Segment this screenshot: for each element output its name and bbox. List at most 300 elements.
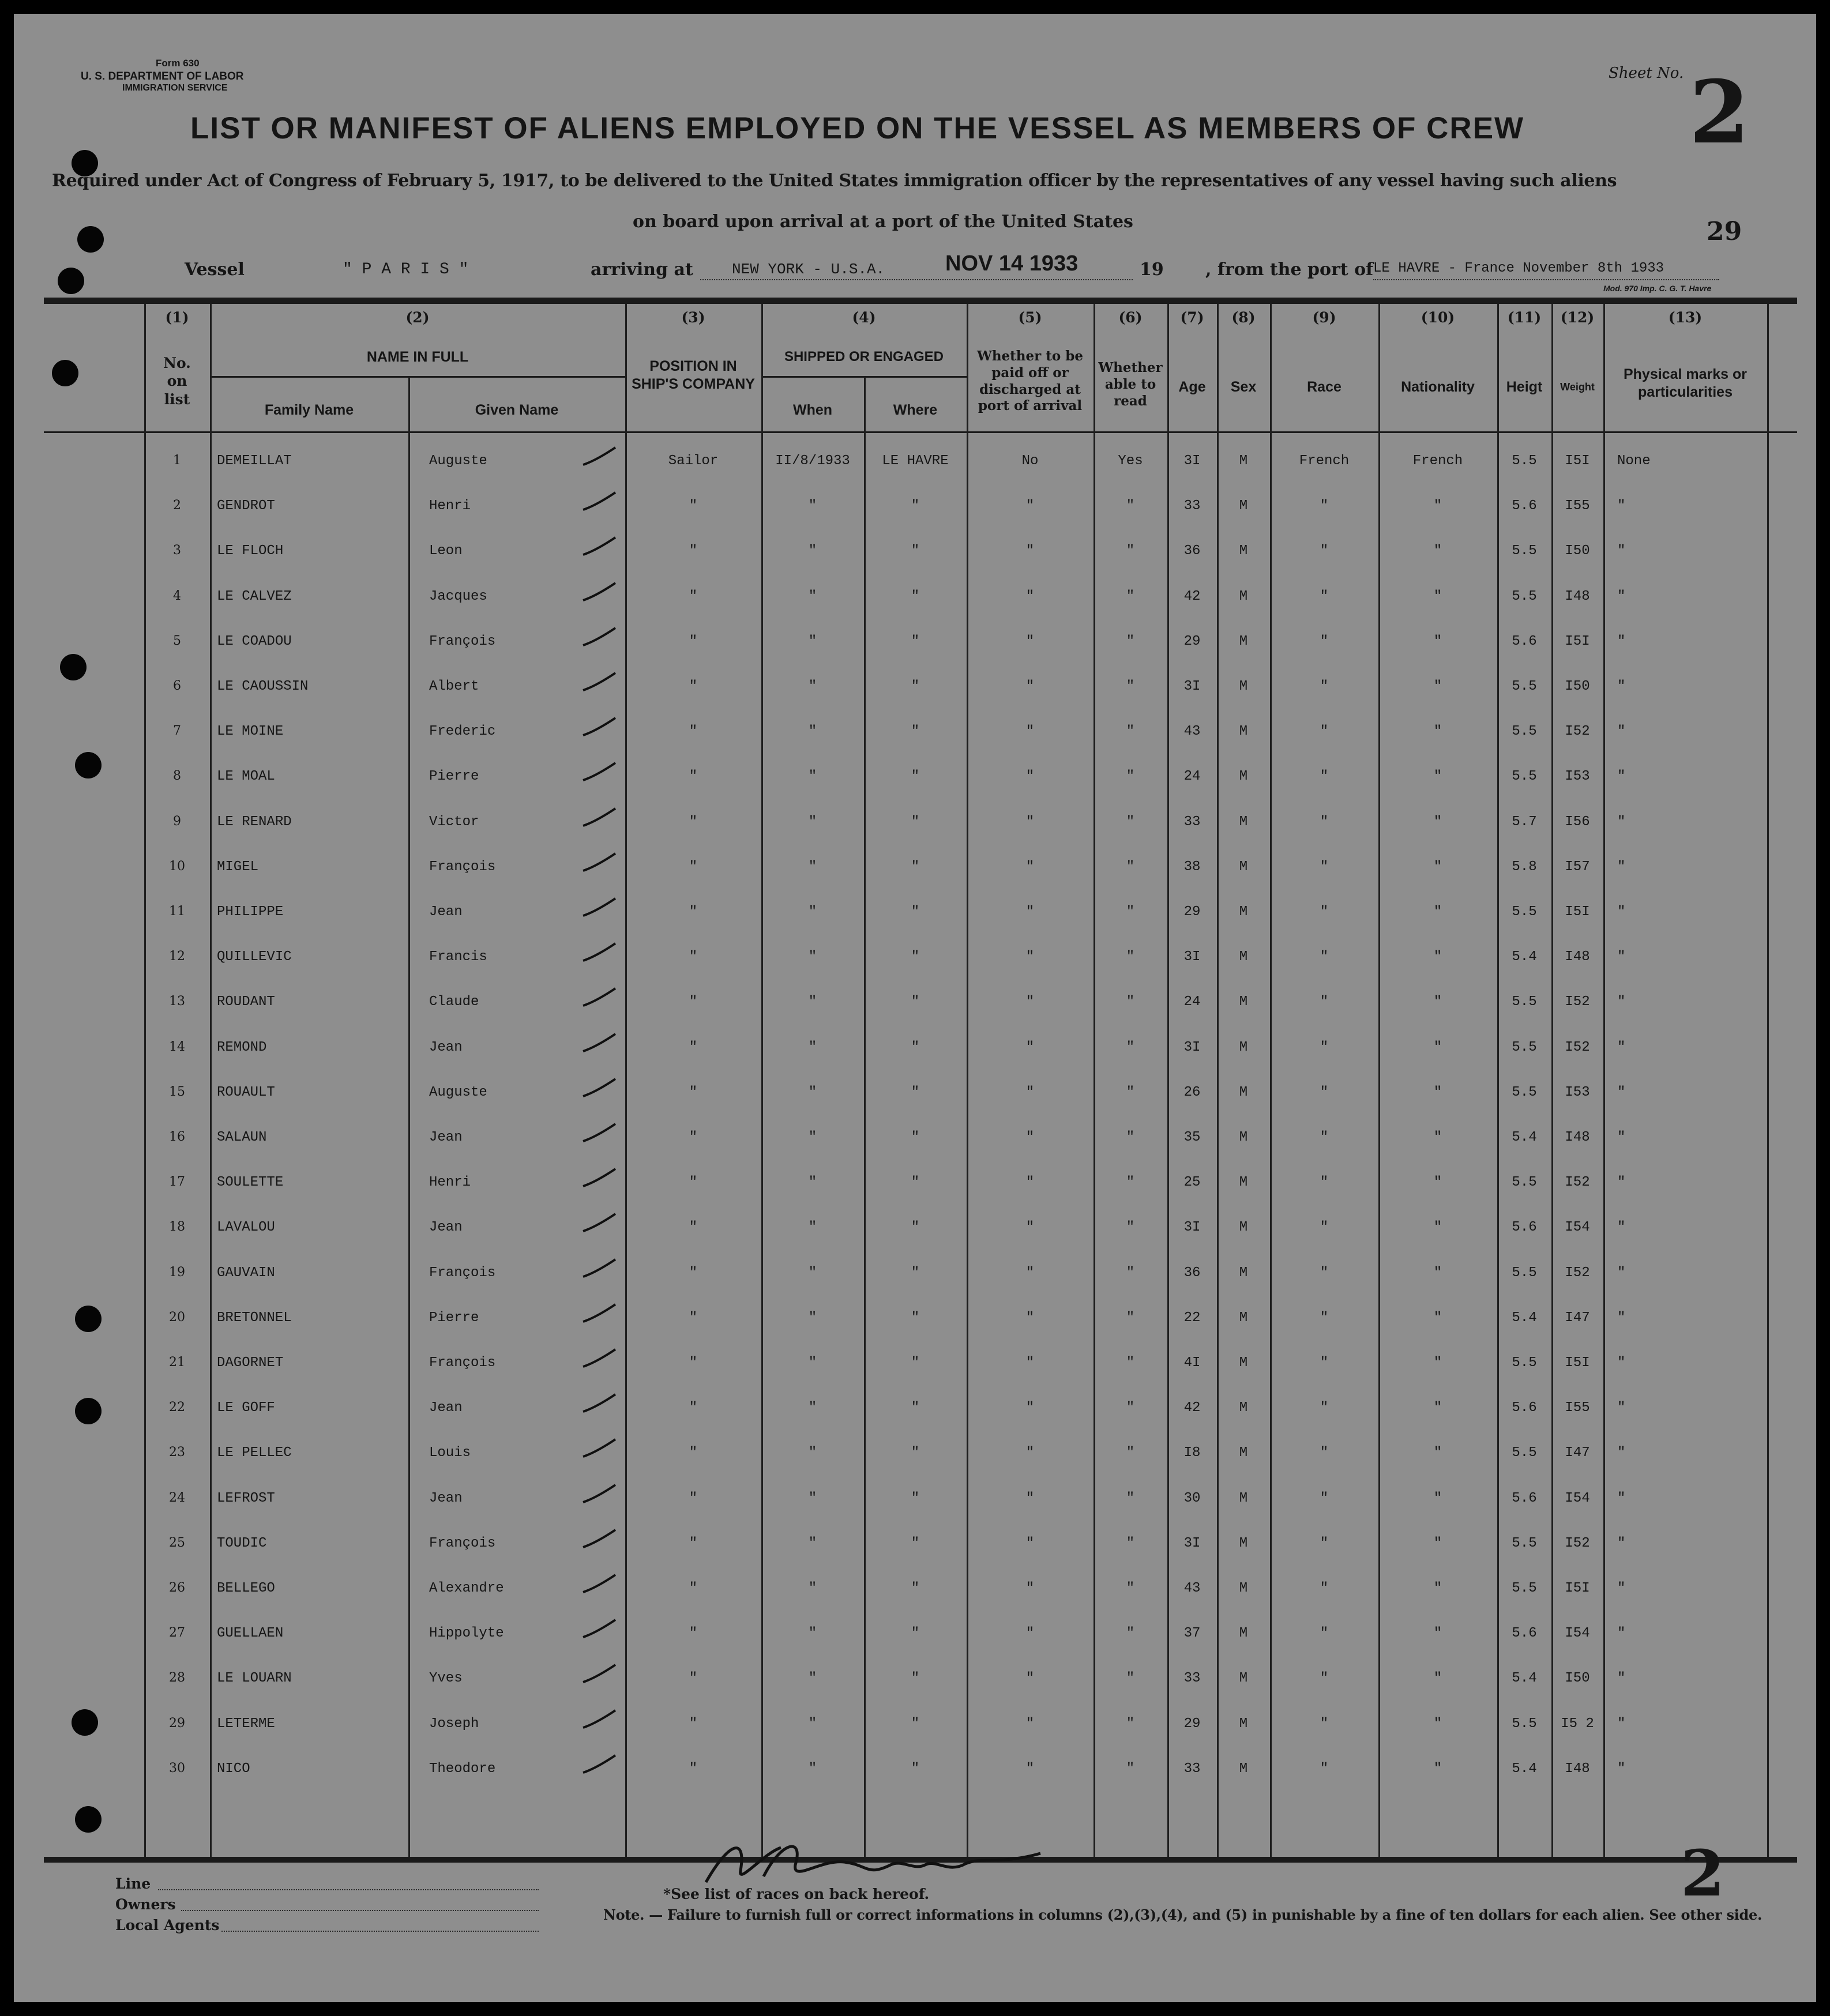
shipped-when-cell: "	[808, 1716, 817, 1732]
sheet-number: 2	[1689, 62, 1750, 163]
given-name-cell: Auguste	[429, 453, 487, 469]
physical-marks-cell: "	[1617, 1310, 1626, 1326]
given-name-cell: Alexandre	[429, 1581, 504, 1596]
position-cell: "	[689, 859, 698, 875]
footer-owners-label: Owners	[115, 1896, 176, 1913]
table-row	[14, 1432, 1816, 1477]
race-cell: "	[1320, 1581, 1329, 1596]
weight-cell: I47	[1565, 1310, 1590, 1326]
height-cell: 5.5	[1512, 1175, 1537, 1191]
nationality-cell: "	[1433, 1039, 1442, 1055]
sex-cell: M	[1239, 633, 1248, 649]
height-cell: 5.6	[1512, 1626, 1537, 1642]
shipped-when-cell: "	[808, 1400, 817, 1416]
header-when: When	[792, 402, 833, 418]
height-cell: 5.5	[1512, 1355, 1537, 1371]
dotted-underline	[700, 279, 1133, 280]
sex-cell: M	[1239, 814, 1248, 830]
name-subheader-rule	[210, 376, 625, 378]
height-cell: 5.5	[1512, 1039, 1537, 1055]
paid-off-cell: "	[1025, 498, 1035, 514]
header-age: Age	[1178, 379, 1206, 395]
height-cell: 5.7	[1512, 814, 1537, 830]
age-cell: 25	[1183, 1175, 1201, 1191]
row-number-cell: 24	[169, 1490, 185, 1505]
shipped-when-cell: "	[808, 1761, 817, 1777]
shipped-where-cell: "	[911, 1581, 920, 1596]
race-cell: "	[1320, 1084, 1329, 1100]
family-name-cell: LE GOFF	[217, 1400, 275, 1416]
check-mark-icon	[582, 1256, 617, 1279]
table-row	[14, 1387, 1816, 1432]
weight-cell: I53	[1565, 1084, 1590, 1100]
table-row	[14, 1253, 1816, 1297]
weight-cell: I50	[1565, 543, 1590, 559]
paid-off-cell: "	[1025, 1671, 1035, 1687]
shipped-where-cell: LE HAVRE	[882, 453, 949, 469]
nationality-cell: "	[1433, 1581, 1442, 1596]
race-cell: "	[1320, 543, 1329, 559]
sex-cell: M	[1239, 679, 1248, 694]
footer-agents-rule	[221, 1931, 539, 1932]
weight-cell: I52	[1565, 994, 1590, 1010]
physical-marks-cell: "	[1617, 769, 1626, 785]
shipped-where-cell: "	[911, 859, 920, 875]
check-mark-icon	[582, 1346, 617, 1369]
physical-marks-cell: None	[1617, 453, 1651, 469]
footer-owners-rule	[181, 1910, 539, 1911]
weight-cell: I50	[1565, 1671, 1590, 1687]
sex-cell: M	[1239, 1175, 1248, 1191]
weight-cell: I52	[1565, 1175, 1590, 1191]
position-cell: "	[689, 1671, 698, 1687]
check-mark-icon	[582, 1120, 617, 1144]
shipped-when-cell: "	[808, 1490, 817, 1506]
physical-marks-cell: "	[1617, 588, 1626, 604]
paid-off-cell: "	[1025, 1039, 1035, 1055]
family-name-cell: ROUAULT	[217, 1084, 275, 1100]
check-mark-icon	[582, 1075, 617, 1099]
nationality-cell: "	[1433, 1265, 1442, 1281]
physical-marks-cell: "	[1617, 1445, 1626, 1461]
year-label: 19	[1140, 259, 1164, 280]
family-name-cell: REMOND	[217, 1039, 267, 1055]
row-number-cell: 25	[169, 1535, 185, 1550]
able-to-read-cell: "	[1126, 588, 1135, 604]
punch-hole	[52, 360, 78, 386]
age-cell: I8	[1183, 1445, 1201, 1461]
physical-marks-cell: "	[1617, 1535, 1626, 1551]
table-row	[14, 1072, 1816, 1117]
height-cell: 5.4	[1512, 1671, 1537, 1687]
given-name-cell: François	[429, 859, 496, 875]
shipped-where-cell: "	[911, 1671, 920, 1687]
sex-cell: M	[1239, 1535, 1248, 1551]
weight-cell: I5I	[1565, 453, 1590, 469]
table-row	[14, 1658, 1816, 1703]
penalty-note: Note. — Failure to furnish full or correct informations in columns (2),(3),(4), and (5) in punishable by a fine of ten dollars for each alien. See other side.	[603, 1906, 1762, 1923]
given-name-cell: Jean	[429, 1130, 463, 1145]
given-name-cell: Albert	[429, 679, 479, 694]
family-name-cell: GENDROT	[217, 498, 275, 514]
shipped-where-cell: "	[911, 1761, 920, 1777]
paid-off-cell: "	[1025, 1716, 1035, 1732]
given-name-cell: Hippolyte	[429, 1626, 504, 1642]
height-cell: 5.5	[1512, 453, 1537, 469]
age-cell: 24	[1183, 994, 1201, 1010]
able-to-read-cell: "	[1126, 904, 1135, 920]
paid-off-cell: "	[1025, 949, 1035, 965]
position-cell: "	[689, 1175, 698, 1191]
shipped-when-cell: "	[808, 859, 817, 875]
age-cell: 29	[1183, 1716, 1201, 1732]
physical-marks-cell: "	[1617, 1220, 1626, 1236]
weight-cell: I54	[1565, 1220, 1590, 1236]
row-number-cell: 20	[169, 1310, 185, 1325]
row-number-cell: 22	[169, 1400, 185, 1415]
position-cell: "	[689, 1490, 698, 1506]
nationality-cell: "	[1433, 1445, 1442, 1461]
race-cell: "	[1320, 1130, 1329, 1145]
age-cell: 38	[1183, 859, 1201, 875]
row-number-cell: 30	[169, 1761, 185, 1776]
position-cell: "	[689, 1355, 698, 1371]
header-where: Where	[893, 402, 938, 418]
family-name-cell: GUELLAEN	[217, 1626, 284, 1642]
age-cell: 33	[1183, 1671, 1201, 1687]
weight-cell: I48	[1565, 949, 1590, 965]
race-cell: "	[1320, 633, 1329, 649]
sex-cell: M	[1239, 1265, 1248, 1281]
table-row	[14, 847, 1816, 892]
weight-cell: I48	[1565, 588, 1590, 604]
sex-cell: M	[1239, 1084, 1248, 1100]
weight-cell: I52	[1565, 1535, 1590, 1551]
position-cell: "	[689, 904, 698, 920]
able-to-read-cell: "	[1126, 633, 1135, 649]
shipped-when-cell: "	[808, 1671, 817, 1687]
sex-cell: M	[1239, 1130, 1248, 1145]
age-cell: 3I	[1183, 1220, 1201, 1236]
nationality-cell: "	[1433, 994, 1442, 1010]
col-num-7: (7)	[1180, 309, 1204, 326]
given-name-cell: François	[429, 1265, 496, 1281]
sex-cell: M	[1239, 904, 1248, 920]
paid-off-cell: "	[1025, 1626, 1035, 1642]
row-number-cell: 16	[169, 1130, 185, 1144]
given-name-cell: Louis	[429, 1445, 471, 1461]
given-name-cell: Jean	[429, 904, 463, 920]
nationality-cell: "	[1433, 1310, 1442, 1326]
given-name-cell: Jean	[429, 1039, 463, 1055]
check-mark-icon	[582, 625, 617, 648]
race-cell: "	[1320, 498, 1329, 514]
given-name-cell: François	[429, 633, 496, 649]
races-note: *See list of races on back hereof.	[663, 1886, 930, 1902]
paid-off-cell: "	[1025, 859, 1035, 875]
table-row	[14, 621, 1816, 666]
weight-cell: I48	[1565, 1761, 1590, 1777]
physical-marks-cell: "	[1617, 814, 1626, 830]
row-number-cell: 29	[169, 1716, 185, 1731]
nationality-cell: "	[1433, 1220, 1442, 1236]
check-mark-icon	[582, 940, 617, 963]
family-name-cell: LE PELLEC	[217, 1445, 292, 1461]
page-title: LIST OR MANIFEST OF ALIENS EMPLOYED ON THE VESSEL AS MEMBERS OF CREW	[190, 111, 1525, 145]
family-name-cell: ROUDANT	[217, 994, 275, 1010]
age-cell: 36	[1183, 543, 1201, 559]
header-race: Race	[1307, 379, 1342, 395]
paid-off-cell: "	[1025, 543, 1035, 559]
race-cell: "	[1320, 859, 1329, 875]
sex-cell: M	[1239, 588, 1248, 604]
table-row	[14, 441, 1816, 486]
nationality-cell: "	[1433, 1130, 1442, 1145]
age-cell: 29	[1183, 904, 1201, 920]
check-mark-icon	[582, 1661, 617, 1684]
able-to-read-cell: "	[1126, 1671, 1135, 1687]
able-to-read-cell: "	[1126, 949, 1135, 965]
arrival-date-stamp: NOV 14 1933	[945, 251, 1079, 276]
table-row	[14, 576, 1816, 621]
height-cell: 5.5	[1512, 724, 1537, 740]
given-name-cell: Jacques	[429, 588, 487, 604]
physical-marks-cell: "	[1617, 1490, 1626, 1506]
able-to-read-cell: "	[1126, 1445, 1135, 1461]
paid-off-cell: "	[1025, 1400, 1035, 1416]
departure-info: LE HAVRE - France November 8th 1933	[1373, 261, 1664, 276]
height-cell: 5.5	[1512, 904, 1537, 920]
able-to-read-cell: "	[1126, 679, 1135, 694]
race-cell: French	[1299, 453, 1350, 469]
shipped-where-cell: "	[911, 498, 920, 514]
nationality-cell: "	[1433, 633, 1442, 649]
weight-cell: I52	[1565, 724, 1590, 740]
paid-off-cell: "	[1025, 588, 1035, 604]
shipped-where-cell: "	[911, 1400, 920, 1416]
given-name-cell: Joseph	[429, 1716, 479, 1732]
given-name-cell: Jean	[429, 1220, 463, 1236]
shipped-where-cell: "	[911, 949, 920, 965]
table-top-rule	[44, 298, 1797, 304]
physical-marks-cell: "	[1617, 724, 1626, 740]
row-number-cell: 15	[169, 1084, 185, 1099]
physical-marks-cell: "	[1617, 859, 1626, 875]
race-cell: "	[1320, 1220, 1329, 1236]
age-cell: 26	[1183, 1084, 1201, 1100]
check-mark-icon	[582, 580, 617, 603]
sex-cell: M	[1239, 994, 1248, 1010]
shipped-when-cell: "	[808, 994, 817, 1010]
row-number-cell: 8	[173, 769, 181, 784]
row-number-cell: 23	[169, 1445, 185, 1460]
shipped-when-cell: II/8/1933	[775, 453, 850, 469]
able-to-read-cell: "	[1126, 1535, 1135, 1551]
check-mark-icon	[582, 1616, 617, 1639]
nationality-cell: "	[1433, 1490, 1442, 1506]
race-cell: "	[1320, 1761, 1329, 1777]
weight-cell: I50	[1565, 679, 1590, 694]
race-cell: "	[1320, 1310, 1329, 1326]
table-row	[14, 1297, 1816, 1342]
row-number-cell: 19	[169, 1265, 185, 1280]
shipped-when-cell: "	[808, 1445, 817, 1461]
paid-off-cell: "	[1025, 679, 1035, 694]
family-name-cell: LE MOAL	[217, 769, 275, 785]
shipped-where-cell: "	[911, 724, 920, 740]
age-cell: 33	[1183, 498, 1201, 514]
shipped-where-cell: "	[911, 814, 920, 830]
nationality-cell: "	[1433, 1761, 1442, 1777]
family-name-cell: QUILLEVIC	[217, 949, 292, 965]
physical-marks-cell: "	[1617, 1581, 1626, 1596]
paid-off-cell: "	[1025, 1265, 1035, 1281]
nationality-cell: "	[1433, 588, 1442, 604]
nationality-cell: French	[1412, 453, 1463, 469]
age-cell: 42	[1183, 1400, 1201, 1416]
race-cell: "	[1320, 679, 1329, 694]
shipped-where-cell: "	[911, 633, 920, 649]
row-number-cell: 27	[169, 1626, 185, 1641]
header-no-on-list: No. on list	[163, 355, 191, 408]
height-cell: 5.4	[1512, 1761, 1537, 1777]
sex-cell: M	[1239, 1310, 1248, 1326]
sex-cell: M	[1239, 1626, 1248, 1642]
physical-marks-cell: "	[1617, 1039, 1626, 1055]
race-cell: "	[1320, 1400, 1329, 1416]
row-number-cell: 14	[169, 1039, 185, 1054]
shipped-when-cell: "	[808, 1084, 817, 1100]
family-name-cell: LE CALVEZ	[217, 588, 292, 604]
weight-cell: I48	[1565, 1130, 1590, 1145]
height-cell: 5.4	[1512, 1310, 1537, 1326]
position-cell: "	[689, 994, 698, 1010]
height-cell: 5.5	[1512, 1265, 1537, 1281]
shipped-where-cell: "	[911, 1175, 920, 1191]
race-cell: "	[1320, 949, 1329, 965]
paid-off-cell: "	[1025, 1355, 1035, 1371]
physical-marks-cell: "	[1617, 679, 1626, 694]
weight-cell: I52	[1565, 1265, 1590, 1281]
able-to-read-cell: "	[1126, 814, 1135, 830]
check-mark-icon	[582, 444, 617, 467]
check-mark-icon	[582, 1481, 617, 1505]
given-name-cell: Pierre	[429, 769, 479, 785]
nationality-cell: "	[1433, 814, 1442, 830]
race-cell: "	[1320, 994, 1329, 1010]
shipped-when-cell: "	[808, 1175, 817, 1191]
department: U. S. DEPARTMENT OF LABOR	[81, 70, 244, 82]
age-cell: 35	[1183, 1130, 1201, 1145]
given-name-cell: Henri	[429, 498, 471, 514]
corner-number: 29	[1707, 217, 1742, 246]
age-cell: 42	[1183, 588, 1201, 604]
position-cell: "	[689, 1039, 698, 1055]
weight-cell: I55	[1565, 498, 1590, 514]
sex-cell: M	[1239, 724, 1248, 740]
physical-marks-cell: "	[1617, 904, 1626, 920]
check-mark-icon	[582, 805, 617, 828]
height-cell: 5.6	[1512, 498, 1537, 514]
row-number-cell: 1	[173, 453, 181, 468]
paid-off-cell: "	[1025, 994, 1035, 1010]
position-cell: "	[689, 1084, 698, 1100]
footer-line-rule	[158, 1889, 539, 1890]
paid-off-cell: "	[1025, 1220, 1035, 1236]
race-cell: "	[1320, 1445, 1329, 1461]
paid-off-cell: "	[1025, 1445, 1035, 1461]
row-number-cell: 5	[173, 633, 181, 648]
shipped-when-cell: "	[808, 1220, 817, 1236]
sheet-label: Sheet No.	[1609, 65, 1684, 82]
row-number-cell: 28	[169, 1671, 185, 1686]
table-row	[14, 1613, 1816, 1658]
position-cell: "	[689, 1761, 698, 1777]
age-cell: 43	[1183, 724, 1201, 740]
paid-off-cell: "	[1025, 1084, 1035, 1100]
nationality-cell: "	[1433, 1626, 1442, 1642]
weight-cell: I5 2	[1561, 1716, 1594, 1732]
check-mark-icon	[582, 1030, 617, 1054]
footer-line-label: Line	[115, 1875, 151, 1892]
physical-marks-cell: "	[1617, 1265, 1626, 1281]
header-name-in-full: NAME IN FULL	[366, 349, 469, 365]
weight-cell: I54	[1565, 1626, 1590, 1642]
height-cell: 5.6	[1512, 1220, 1537, 1236]
header-sex: Sex	[1230, 379, 1257, 395]
paid-off-cell: "	[1025, 1535, 1035, 1551]
given-name-cell: François	[429, 1355, 496, 1371]
punch-hole	[75, 1806, 102, 1833]
weight-cell: I5I	[1565, 1355, 1590, 1371]
sex-cell: M	[1239, 1039, 1248, 1055]
height-cell: 5.4	[1512, 949, 1537, 965]
paid-off-cell: No	[1021, 453, 1039, 469]
given-name-cell: Yves	[429, 1671, 463, 1687]
shipped-when-cell: "	[808, 769, 817, 785]
able-to-read-cell: "	[1126, 1084, 1135, 1100]
physical-marks-cell: "	[1617, 994, 1626, 1010]
row-number-cell: 21	[169, 1355, 185, 1370]
header-able-to-read: Whether able to read	[1098, 360, 1163, 409]
shipped-when-cell: "	[808, 633, 817, 649]
physical-marks-cell: "	[1617, 1716, 1626, 1732]
paid-off-cell: "	[1025, 1310, 1035, 1326]
table-row	[14, 1703, 1816, 1748]
check-mark-icon	[582, 850, 617, 873]
nationality-cell: "	[1433, 859, 1442, 875]
weight-cell: I5I	[1565, 1581, 1590, 1596]
paid-off-cell: "	[1025, 1490, 1035, 1506]
shipped-when-cell: "	[808, 543, 817, 559]
col-num-4: (4)	[852, 309, 876, 326]
given-name-cell: François	[429, 1535, 496, 1551]
physical-marks-cell: "	[1617, 543, 1626, 559]
race-cell: "	[1320, 1265, 1329, 1281]
col-num-13: (13)	[1668, 309, 1703, 326]
header-given-name: Given Name	[475, 402, 559, 418]
shipped-where-cell: "	[911, 1490, 920, 1506]
row-number-cell: 9	[173, 814, 181, 829]
given-name-cell: Francis	[429, 949, 487, 965]
height-cell: 5.4	[1512, 1130, 1537, 1145]
able-to-read-cell: "	[1126, 1175, 1135, 1191]
sex-cell: M	[1239, 1400, 1248, 1416]
race-cell: "	[1320, 814, 1329, 830]
height-cell: 5.6	[1512, 633, 1537, 649]
check-mark-icon	[582, 1301, 617, 1324]
family-name-cell: MIGEL	[217, 859, 259, 875]
